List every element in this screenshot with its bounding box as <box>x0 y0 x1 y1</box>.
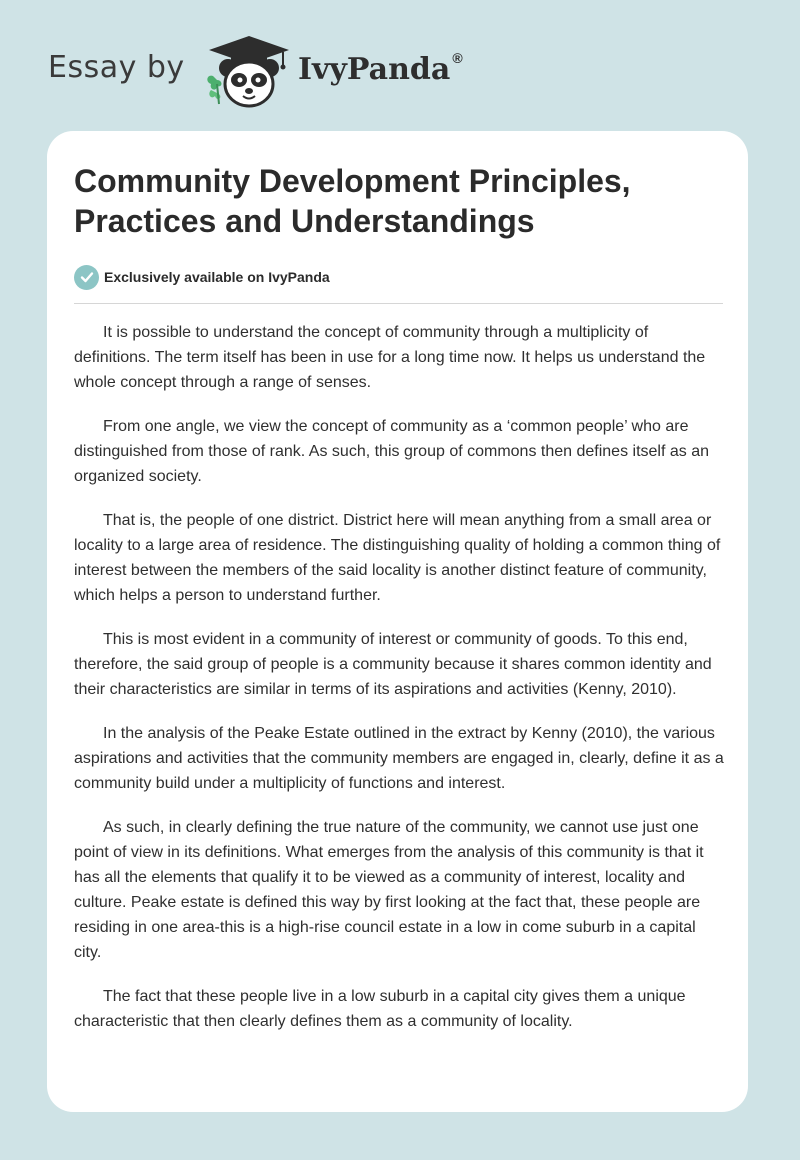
paragraph: It is possible to understand the concept of community through a multiplicity of definitions. The term itself has been in use for a long time now. It helps us understand the whole concept through a range of senses. <box>74 324 706 391</box>
essay-by-label: Essay by <box>48 50 185 85</box>
paragraph: As such, in clearly defining the true nature of the community, we cannot use just one point of view in its definitions. What emerges from the analysis of this community is that it has all the elements that qualify it to be viewed as a community of interest, locality and culture. Peake estate is defined this way by first looking at the fact that, these people are residing in one area-this is a high-rise council estate in a low in come suburb in a capital city. <box>74 819 704 961</box>
article-body <box>74 320 724 1053</box>
check-icon <box>74 265 99 290</box>
paragraph: That is, the people of one district. District here will mean anything from a small area or locality to a large area of residence. The distinguishing quality of holding a common thing of interest between the members of the said locality is another distinct feature of community, which helps a person to understand further. <box>74 512 721 604</box>
site-header <box>48 32 748 112</box>
exclusive-badge-text: Exclusively available on IvyPanda <box>104 269 330 285</box>
divider <box>74 303 723 304</box>
paragraph: In the analysis of the Peake Estate outlined in the extract by Kenny (2010), the various aspirations and activities that the community members are engaged in, clearly, define it as a community build under a multiplicity of functions and interest. <box>74 725 724 792</box>
exclusive-badge <box>74 264 330 290</box>
paragraph: This is most evident in a community of interest or community of goods. To this end, therefore, the said group of people is a community because it shares common identity and their characteristics are similar in terms of its aspirations and activities (Kenny, 2010). <box>74 631 712 698</box>
article-card <box>47 131 748 1112</box>
paragraph: From one angle, we view the concept of community as a ‘common people’ who are distinguished from those of rank. As such, this group of commons then defines itself as an organized society. <box>74 418 710 485</box>
panda-graduate-icon <box>203 34 295 110</box>
brand-logo-text <box>298 52 463 87</box>
registered-mark: ® <box>452 50 463 66</box>
brand-name: IvyPanda <box>298 52 451 87</box>
paragraph: The fact that these people live in a low suburb in a capital city gives them a unique characteristic that then clearly defines them as a community of locality. <box>74 988 686 1030</box>
article-title: Community Development Principles, Practices and Understandings <box>74 163 631 239</box>
